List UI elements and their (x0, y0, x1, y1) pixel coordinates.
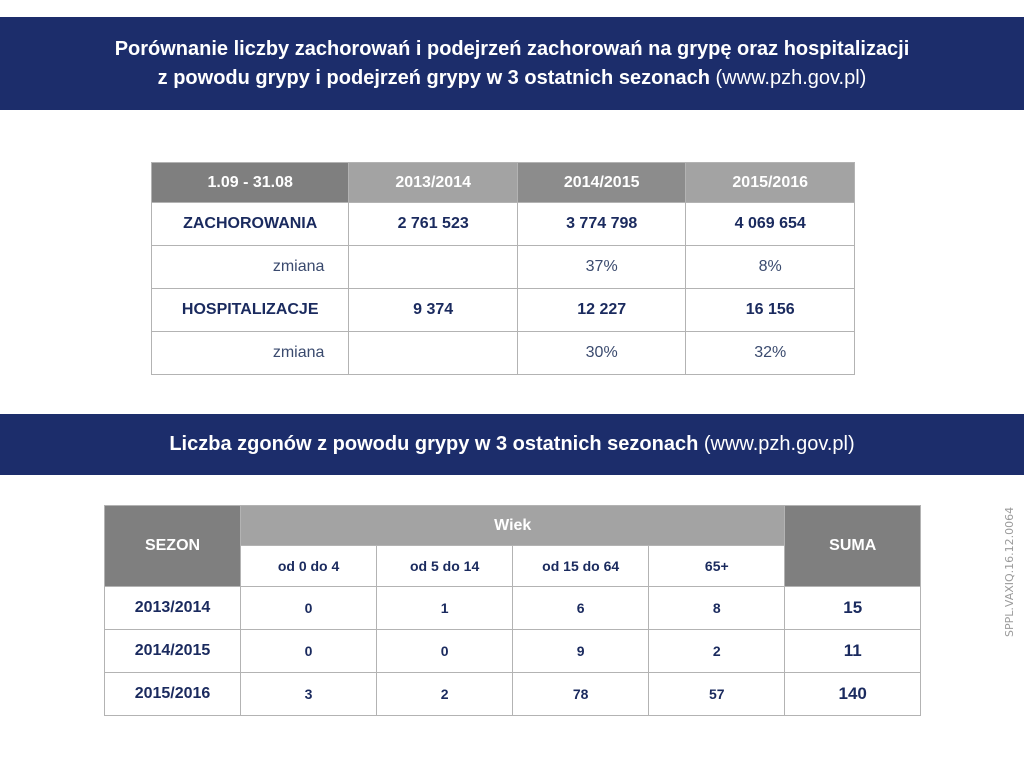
season-cell: 2013/2014 (105, 587, 241, 630)
banner1-title-line1: Porównanie liczby zachorowań i podejrzeń zachorowań na grypę oraz hospitalizacji (114, 38, 910, 60)
age-group-header: od 5 do 14 (377, 546, 513, 587)
table-row (152, 332, 855, 375)
document-code: SPPL.VAXIQ.16.12.0064 (1003, 506, 1016, 637)
cases-hospitalizations-table (151, 162, 855, 375)
table-cell (349, 332, 518, 375)
table1-period-header: 1.09 - 31.08 (152, 163, 349, 203)
season-cell: 2014/2015 (105, 630, 241, 673)
table1-header-row (152, 163, 855, 203)
table-cell: 8 (649, 587, 785, 630)
row-label-zmiana: zmiana (152, 246, 349, 289)
banner1-title-line2: z powodu grypy i podejrzeń grypy w 3 ostatnich sezonach (157, 67, 710, 89)
table-cell: 3 (241, 673, 377, 716)
season-cell: 2015/2016 (105, 673, 241, 716)
table-cell: 1 (377, 587, 513, 630)
table-cell: 8% (686, 246, 855, 289)
sum-cell: 11 (785, 630, 921, 673)
deaths-table (104, 505, 921, 716)
table2-header-row (105, 506, 921, 546)
wiek-header: Wiek (241, 506, 785, 546)
table-row (105, 673, 921, 716)
table1-season-header: 2014/2015 (517, 163, 686, 203)
table-cell: 30% (517, 332, 686, 375)
age-group-header: 65+ (649, 546, 785, 587)
sum-cell: 140 (785, 673, 921, 716)
table-cell: 0 (241, 587, 377, 630)
table-cell (349, 246, 518, 289)
table-cell: 16 156 (686, 289, 855, 332)
banner1-source: (www.pzh.gov.pl) (715, 67, 867, 89)
deaths-banner (0, 414, 1024, 475)
banner2-title: Liczba zgonów z powodu grypy w 3 ostatnich sezonach (169, 433, 699, 455)
table-cell: 2 761 523 (349, 203, 518, 246)
table-cell: 37% (517, 246, 686, 289)
table-cell: 2 (377, 673, 513, 716)
row-label-zachorowania: ZACHOROWANIA (152, 203, 349, 246)
table-row (152, 246, 855, 289)
table-cell: 9 (513, 630, 649, 673)
table-cell: 0 (241, 630, 377, 673)
table-cell: 2 (649, 630, 785, 673)
top-banner (0, 17, 1024, 110)
table-cell: 78 (513, 673, 649, 716)
table-cell: 3 774 798 (517, 203, 686, 246)
banner2-source: (www.pzh.gov.pl) (703, 433, 855, 455)
sezon-header: SEZON (105, 506, 241, 587)
table-row (105, 587, 921, 630)
table1-season-header: 2015/2016 (686, 163, 855, 203)
table-cell: 32% (686, 332, 855, 375)
table1-season-header: 2013/2014 (349, 163, 518, 203)
table-cell: 57 (649, 673, 785, 716)
table-row (152, 289, 855, 332)
age-group-header: od 0 do 4 (241, 546, 377, 587)
table-cell: 6 (513, 587, 649, 630)
table-cell: 9 374 (349, 289, 518, 332)
row-label-zmiana: zmiana (152, 332, 349, 375)
table-row (152, 203, 855, 246)
age-group-header: od 15 do 64 (513, 546, 649, 587)
table-cell: 0 (377, 630, 513, 673)
table-cell: 4 069 654 (686, 203, 855, 246)
row-label-hospitalizacje: HOSPITALIZACJE (152, 289, 349, 332)
sum-cell: 15 (785, 587, 921, 630)
table-row (105, 630, 921, 673)
suma-header: SUMA (785, 506, 921, 587)
table-cell: 12 227 (517, 289, 686, 332)
